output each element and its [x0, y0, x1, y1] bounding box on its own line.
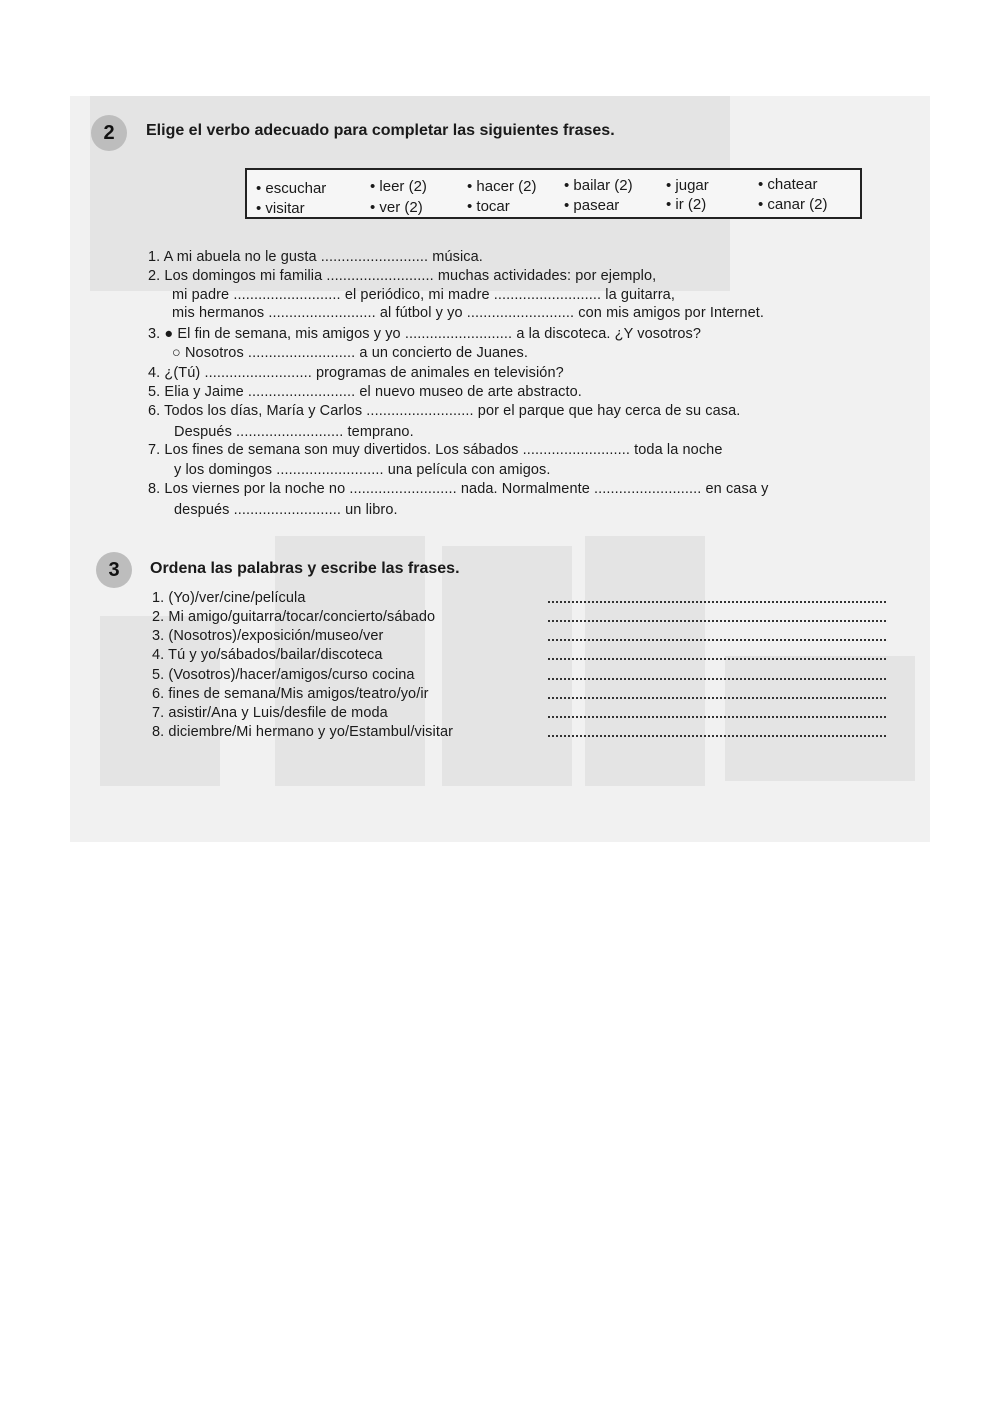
exercise-3-item: 4. Tú y yo/sábados/bailar/discoteca	[152, 647, 383, 663]
exercise-3-item: 1. (Yo)/ver/cine/película	[152, 590, 306, 606]
exercise-2-line: ○ Nosotros .......................... a un concierto de Juanes.	[172, 345, 528, 361]
exercise-2-badge: 2	[91, 115, 127, 151]
verb-item: • ir (2)	[666, 196, 707, 213]
answer-line[interactable]	[548, 676, 886, 680]
exercise-2-line: 5. Elia y Jaime .......................... el nuevo museo de arte abstracto.	[148, 384, 582, 400]
exercise-2-line: 7. Los fines de semana son muy divertidos. Los sábados .......................... toda la noche	[148, 442, 723, 458]
exercise-2-line: 2. Los domingos mi familia .......................... muchas actividades: por ejemplo,	[148, 268, 657, 284]
verb-item: • ver (2)	[370, 199, 423, 216]
exercise-3-item: 6. fines de semana/Mis amigos/teatro/yo/ir	[152, 686, 429, 702]
exercise-3-item: 3. (Nosotros)/exposición/museo/ver	[152, 628, 384, 644]
verb-item: • jugar	[666, 177, 709, 194]
exercise-2-instruction: Elige el verbo adecuado para completar las siguientes frases.	[146, 122, 615, 139]
exercise-2-line: 6. Todos los días, María y Carlos .......................... por el parque que hay cerca de su casa.	[148, 403, 741, 419]
exercise-2-line: 3. ● El fin de semana, mis amigos y yo .......................... a la discoteca. ¿Y vosotros?	[148, 326, 701, 342]
exercise-3-badge: 3	[96, 552, 132, 588]
answer-line[interactable]	[548, 695, 886, 699]
exercise-2-line: y los domingos .......................... una película con amigos.	[174, 462, 551, 478]
answer-line[interactable]	[548, 637, 886, 641]
answer-line[interactable]	[548, 656, 886, 660]
exercise-3-item: 5. (Vosotros)/hacer/amigos/curso cocina	[152, 667, 415, 683]
exercise-2-line: después .......................... un libro.	[174, 502, 398, 518]
answer-line[interactable]	[548, 714, 886, 718]
answer-line[interactable]	[548, 599, 886, 603]
answer-line[interactable]	[548, 733, 886, 737]
verb-item: • bailar (2)	[564, 177, 633, 194]
exercise-3-item: 7. asistir/Ana y Luis/desfile de moda	[152, 705, 388, 721]
exercise-3-instruction: Ordena las palabras y escribe las frases.	[150, 560, 460, 577]
verb-item: • visitar	[256, 200, 305, 217]
verb-item: • tocar	[467, 198, 510, 215]
exercise-2-line: mi padre .......................... el periódico, mi madre .......................... la guitarra,	[172, 287, 675, 303]
background-image	[725, 656, 915, 781]
verb-item: • hacer (2)	[467, 178, 537, 195]
exercise-3-item: 8. diciembre/Mi hermano y yo/Estambul/visitar	[152, 724, 454, 740]
verb-item: • canar (2)	[758, 196, 828, 213]
verb-item: • chatear	[758, 176, 818, 193]
exercise-3-item: 2. Mi amigo/guitarra/tocar/concierto/sábado	[152, 609, 436, 625]
verb-item: • leer (2)	[370, 178, 427, 195]
exercise-2-line: 8. Los viernes por la noche no .......................... nada. Normalmente .......................... en casa y	[148, 481, 769, 497]
answer-line[interactable]	[548, 618, 886, 622]
exercise-2-line: 1. A mi abuela no le gusta .......................... música.	[148, 249, 483, 265]
exercise-2-line: 4. ¿(Tú) .......................... programas de animales en televisión?	[148, 365, 564, 381]
exercise-2-line: Después .......................... temprano.	[174, 424, 414, 440]
verb-item: • pasear	[564, 197, 620, 214]
background-image	[585, 536, 705, 786]
background-image	[442, 546, 572, 786]
exercise-2-line: mis hermanos .......................... al fútbol y yo .......................... con mis amigos por Internet.	[172, 305, 765, 321]
verb-item: • escuchar	[256, 180, 327, 197]
